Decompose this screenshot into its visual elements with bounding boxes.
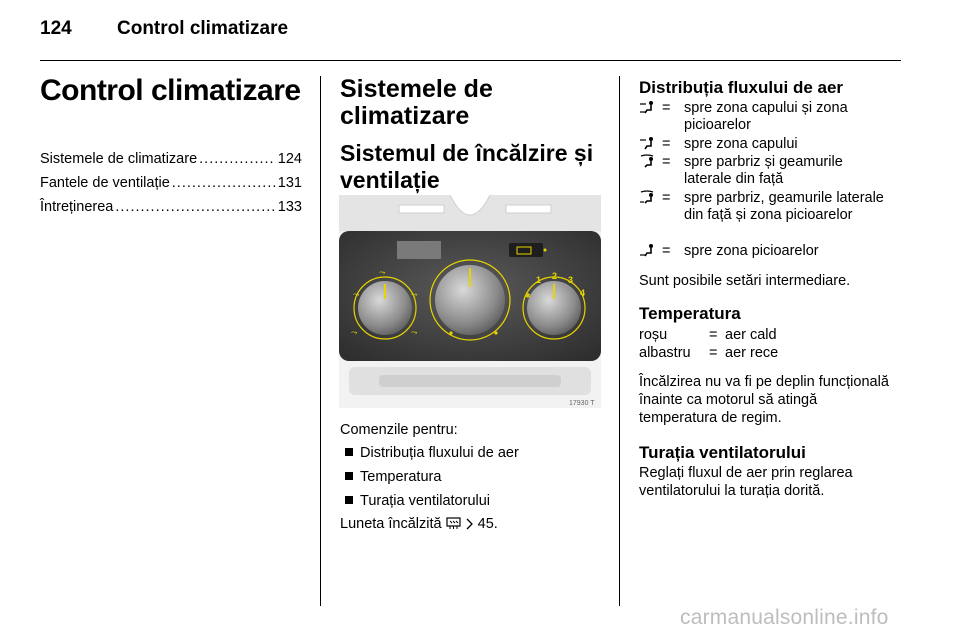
svg-text:✱: ✱ bbox=[525, 292, 531, 300]
temperature-item: albastru = aer rece bbox=[639, 345, 779, 361]
heated-rear-window-line bbox=[340, 516, 498, 532]
svg-text:⤳: ⤳ bbox=[353, 290, 360, 299]
bullet-item: Turația ventilatorului bbox=[345, 493, 490, 509]
bullet-marker bbox=[345, 496, 353, 504]
head-feet-icon bbox=[639, 100, 657, 114]
svg-text:⤳: ⤳ bbox=[411, 290, 418, 299]
toc-leader bbox=[199, 151, 276, 167]
svg-text:⤳: ⤳ bbox=[379, 268, 386, 277]
chapter-title: Control climatizare bbox=[40, 74, 301, 107]
controls-intro: Comenzile pentru: bbox=[340, 422, 458, 438]
toc-leader bbox=[115, 199, 275, 215]
section-title: Sistemele de climatizare bbox=[340, 75, 493, 130]
temperature-title: Temperatura bbox=[639, 304, 741, 323]
toc-leader bbox=[172, 175, 276, 191]
fan-speed-note: Reglați fluxul de aer prin reglarea ventilatorului la turația dorită. bbox=[639, 465, 853, 499]
bullet-marker bbox=[345, 472, 353, 480]
airflow-item: = spre parbriz și geamurile laterale din față bbox=[639, 154, 889, 188]
toc-entry-label: Sistemele de climatizare bbox=[40, 151, 198, 167]
header-rule bbox=[40, 60, 901, 61]
toc-entry-page: 124 bbox=[277, 151, 302, 167]
bullet-item: Temperatura bbox=[345, 469, 441, 485]
heated-rear-text: Luneta încălzită bbox=[340, 516, 442, 532]
airflow-item: = spre zona capului și zona picioarelor bbox=[639, 100, 889, 134]
svg-text:⤳: ⤳ bbox=[411, 328, 418, 337]
toc-entry-label: Fantele de ventilație bbox=[40, 175, 170, 191]
feet-icon bbox=[639, 243, 657, 257]
windscreen-icon bbox=[639, 154, 657, 168]
toc-entry-page: 133 bbox=[277, 199, 302, 215]
fan-speed-label: 3 bbox=[568, 275, 574, 285]
fan-speed-label: 4 bbox=[580, 288, 586, 298]
page-reference-icon bbox=[465, 518, 474, 530]
bullet-marker bbox=[345, 448, 353, 456]
climate-panel-illustration bbox=[339, 195, 601, 408]
toc-entry-fante[interactable] bbox=[40, 175, 302, 191]
intermediate-note: Sunt posibile setări intermediare. bbox=[639, 273, 851, 289]
toc-entry-intretinerea[interactable] bbox=[40, 199, 302, 215]
airflow-item: = spre zona picioarelor bbox=[639, 243, 889, 262]
column-divider-right bbox=[619, 76, 620, 606]
fan-speed-title: Turația ventilatorului bbox=[639, 443, 806, 462]
temperature-item: roșu = aer cald bbox=[639, 327, 777, 343]
fan-speed-label: 1 bbox=[536, 275, 542, 285]
svg-text:⤳: ⤳ bbox=[351, 328, 358, 337]
airflow-title: Distribuția fluxului de aer bbox=[639, 78, 844, 97]
column-divider-left bbox=[320, 76, 321, 606]
head-icon bbox=[639, 136, 657, 150]
toc-entry-page: 131 bbox=[277, 175, 302, 191]
heated-rear-window-icon bbox=[446, 517, 461, 530]
running-title: Control climatizare bbox=[117, 18, 289, 39]
page-number: 124 bbox=[40, 18, 72, 39]
fan-speed-label: 2 bbox=[552, 271, 558, 281]
figure-code: 17930 T bbox=[569, 400, 595, 407]
bullet-item: Distribuția fluxului de aer bbox=[345, 445, 519, 461]
watermark: carmanualsonline.info bbox=[680, 606, 889, 629]
windscreen-feet-icon bbox=[639, 190, 657, 204]
heated-rear-page-ref[interactable]: 45. bbox=[477, 516, 498, 532]
airflow-item: = spre parbriz, geamurile laterale din față și zona picioarelor bbox=[639, 190, 889, 224]
toc-entry-climatizare[interactable] bbox=[40, 151, 302, 167]
heating-note: Încălzirea nu va fi pe deplin funcțională înainte ca motorul să atingă temperatura de regim. bbox=[639, 374, 889, 426]
toc-entry-label: Întreținerea bbox=[40, 199, 114, 215]
subsection-title: Sistemul de încălzire și ventilație bbox=[340, 140, 594, 193]
airflow-item: = spre zona capului bbox=[639, 136, 889, 155]
